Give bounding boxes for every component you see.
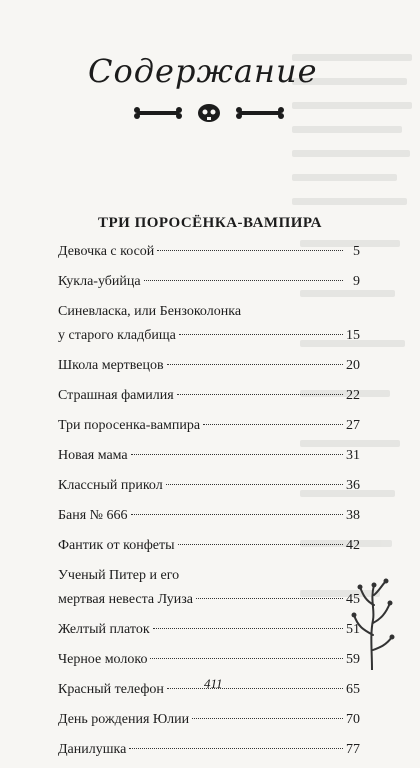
toc-entry [58, 564, 360, 612]
toc-entry-title: Черное молоко [58, 652, 148, 667]
toc-entry-title: Красный телефон [58, 682, 164, 697]
dot-leader [167, 688, 343, 689]
toc-entry-title: Три поросенка-вампира [58, 418, 201, 433]
toc-entry-title: Баня № 666 [58, 508, 128, 523]
toc-entry-page: 51 [346, 622, 360, 637]
toc-entry-page: 38 [346, 508, 360, 523]
dot-leader [177, 394, 343, 395]
toc-entry-page: 20 [346, 358, 360, 373]
toc-entry-page: 15 [346, 328, 360, 343]
toc-entry-title: Желтый платок [58, 622, 150, 637]
toc-entry-page: 42 [346, 538, 360, 553]
toc-entry-title: мертвая невеста Луиза [58, 592, 193, 607]
toc-entry [58, 354, 360, 378]
toc-entry [58, 384, 360, 408]
dot-leader [144, 280, 343, 281]
dot-leader [166, 484, 343, 485]
page-title: Содержание [88, 52, 318, 90]
toc-entry-page: 59 [346, 652, 360, 667]
page-number: 411 [204, 676, 223, 691]
toc-entry-title: Девочка с косой [58, 244, 155, 259]
dot-leader [167, 364, 343, 365]
toc-entry-title: Новая мама [58, 448, 128, 463]
toc-entry-title: Данилушка [58, 742, 127, 757]
dot-leader [203, 424, 343, 425]
toc-entry [58, 444, 360, 468]
toc-entry-page: 65 [346, 682, 360, 697]
toc-entry-title: Ученый Питер и его [58, 568, 180, 583]
toc-entry-page: 5 [353, 244, 360, 259]
dot-leader [131, 454, 343, 455]
dot-leader [153, 628, 343, 629]
dot-leader [150, 658, 343, 659]
toc-entry [58, 300, 360, 348]
toc-entry [58, 240, 360, 264]
toc-entry-title: Синевласка, или Бензоколонка [58, 304, 242, 319]
toc-entry-page: 9 [353, 274, 360, 289]
dot-leader [129, 748, 343, 749]
toc-entry [58, 738, 360, 762]
section-heading: ТРИ ПОРОСЁНКА-ВАМПИРА [97, 215, 322, 231]
toc-entry-title: Кукла-убийца [58, 274, 141, 289]
toc-entry [58, 648, 360, 672]
dot-leader [178, 544, 343, 545]
toc-entry-page: 31 [346, 448, 360, 463]
toc-entry [58, 618, 360, 642]
toc-entry [58, 270, 360, 294]
toc-entry-title: Страшная фамилия [58, 388, 174, 403]
toc-entry-title: Фантик от конфеты [58, 538, 175, 553]
toc-entry-page: 22 [346, 388, 360, 403]
dot-leader [179, 334, 343, 335]
dot-leader [192, 718, 343, 719]
bone-skull-bone-ornament [134, 103, 284, 123]
bare-tree-icon [346, 575, 398, 670]
toc-entry-page: 36 [346, 478, 360, 493]
toc-entry-title: у старого кладбища [58, 328, 176, 343]
dot-leader [196, 598, 343, 599]
dot-leader [157, 250, 343, 251]
toc-entry [58, 708, 360, 732]
toc-entry [58, 414, 360, 438]
toc-entry-title: День рождения Юлии [58, 712, 190, 727]
dot-leader [131, 514, 343, 515]
toc-entry-title: Классный прикол [58, 478, 163, 493]
toc-entry-page: 70 [346, 712, 360, 727]
toc-entry-page: 27 [346, 418, 360, 433]
toc-entry-page: 77 [346, 742, 360, 757]
toc-entry-title: Школа мертвецов [58, 358, 164, 373]
toc-entry-page: 45 [346, 592, 360, 607]
toc-entry [58, 534, 360, 558]
toc-entry [58, 504, 360, 528]
toc-entry [58, 474, 360, 498]
